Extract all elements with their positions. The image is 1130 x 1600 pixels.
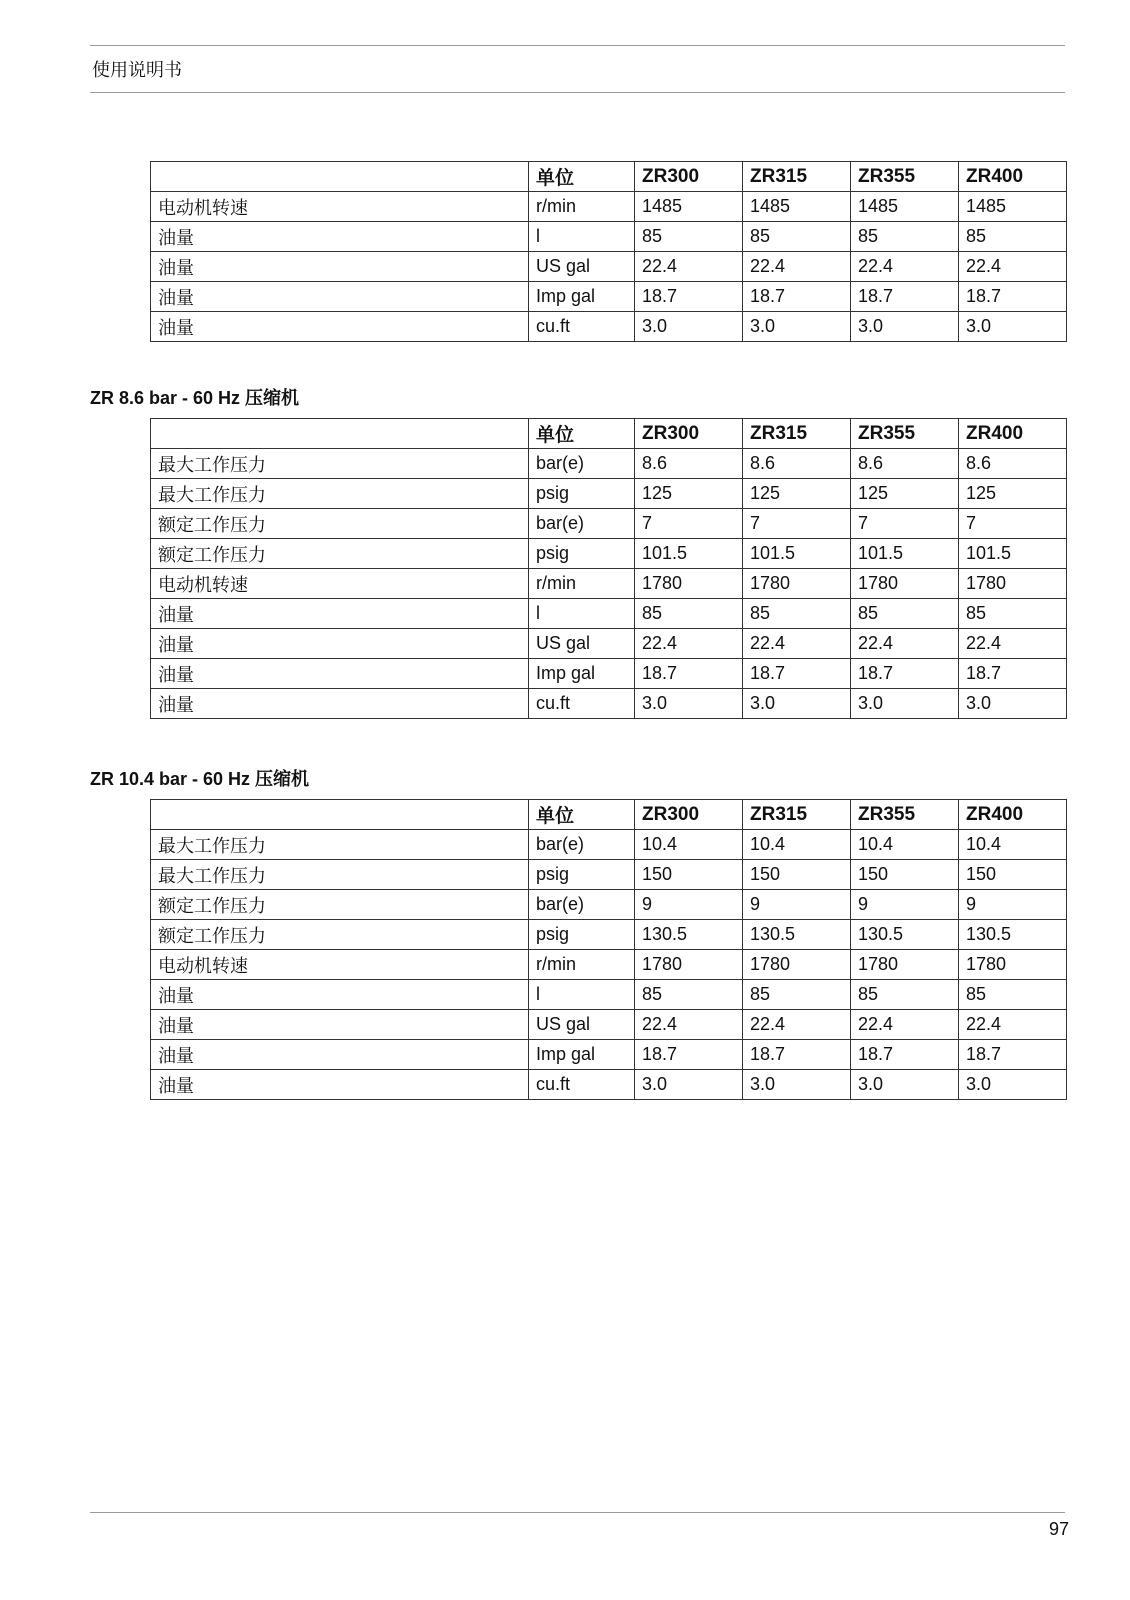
unit-cell: US gal bbox=[529, 252, 635, 282]
value-cell: 150 bbox=[743, 860, 851, 890]
section-title-8-6-bar: ZR 8.6 bar - 60 Hz 压缩机 bbox=[90, 388, 300, 408]
spec-table-2 bbox=[150, 418, 1067, 719]
row-label-cell: 油量 bbox=[151, 659, 529, 689]
table-row bbox=[151, 920, 1067, 950]
row-label-cell: 电动机转速 bbox=[151, 192, 529, 222]
row-label-cell: 额定工作压力 bbox=[151, 890, 529, 920]
unit-cell: bar(e) bbox=[529, 449, 635, 479]
value-cell: 101.5 bbox=[959, 539, 1067, 569]
row-label-cell: 油量 bbox=[151, 689, 529, 719]
value-cell: 22.4 bbox=[635, 629, 743, 659]
value-cell: 3.0 bbox=[635, 1070, 743, 1100]
value-cell: 22.4 bbox=[959, 252, 1067, 282]
value-cell: 130.5 bbox=[959, 920, 1067, 950]
value-cell: 18.7 bbox=[959, 1040, 1067, 1070]
unit-cell: US gal bbox=[529, 629, 635, 659]
value-cell: 18.7 bbox=[743, 659, 851, 689]
value-cell: 3.0 bbox=[851, 1070, 959, 1100]
value-cell: 3.0 bbox=[959, 1070, 1067, 1100]
unit-cell: l bbox=[529, 980, 635, 1010]
value-cell: 150 bbox=[959, 860, 1067, 890]
unit-cell: l bbox=[529, 599, 635, 629]
value-cell: 18.7 bbox=[743, 282, 851, 312]
unit-cell: cu.ft bbox=[529, 1070, 635, 1100]
value-cell: 18.7 bbox=[635, 659, 743, 689]
value-cell: 22.4 bbox=[635, 1010, 743, 1040]
value-cell: 9 bbox=[851, 890, 959, 920]
row-label-cell: 最大工作压力 bbox=[151, 860, 529, 890]
header-cell-model: ZR300 bbox=[635, 162, 743, 192]
unit-cell: r/min bbox=[529, 569, 635, 599]
value-cell: 85 bbox=[743, 222, 851, 252]
value-cell: 1780 bbox=[743, 950, 851, 980]
value-cell: 1485 bbox=[851, 192, 959, 222]
table-row bbox=[151, 890, 1067, 920]
value-cell: 130.5 bbox=[851, 920, 959, 950]
value-cell: 130.5 bbox=[635, 920, 743, 950]
table-row bbox=[151, 539, 1067, 569]
table-row bbox=[151, 659, 1067, 689]
value-cell: 7 bbox=[851, 509, 959, 539]
header-cell-unit: 单位 bbox=[529, 162, 635, 192]
row-label-cell: 油量 bbox=[151, 980, 529, 1010]
value-cell: 22.4 bbox=[851, 1010, 959, 1040]
row-label-cell: 油量 bbox=[151, 629, 529, 659]
document-title: 使用说明书 bbox=[92, 60, 182, 80]
value-cell: 7 bbox=[635, 509, 743, 539]
value-cell: 1780 bbox=[743, 569, 851, 599]
unit-cell: US gal bbox=[529, 1010, 635, 1040]
row-label-cell: 油量 bbox=[151, 599, 529, 629]
table-row bbox=[151, 479, 1067, 509]
value-cell: 9 bbox=[959, 890, 1067, 920]
unit-cell: cu.ft bbox=[529, 312, 635, 342]
table-row bbox=[151, 1010, 1067, 1040]
value-cell: 85 bbox=[851, 599, 959, 629]
value-cell: 125 bbox=[851, 479, 959, 509]
value-cell: 1485 bbox=[635, 192, 743, 222]
value-cell: 85 bbox=[959, 222, 1067, 252]
value-cell: 7 bbox=[959, 509, 1067, 539]
value-cell: 85 bbox=[851, 222, 959, 252]
value-cell: 85 bbox=[635, 222, 743, 252]
value-cell: 18.7 bbox=[959, 282, 1067, 312]
value-cell: 3.0 bbox=[743, 1070, 851, 1100]
value-cell: 22.4 bbox=[959, 1010, 1067, 1040]
row-label-cell: 电动机转速 bbox=[151, 950, 529, 980]
table-row bbox=[151, 509, 1067, 539]
value-cell: 22.4 bbox=[851, 629, 959, 659]
value-cell: 18.7 bbox=[743, 1040, 851, 1070]
table-row bbox=[151, 192, 1067, 222]
spec-table-1 bbox=[150, 161, 1067, 342]
table-row bbox=[151, 1070, 1067, 1100]
table-row bbox=[151, 830, 1067, 860]
value-cell: 9 bbox=[635, 890, 743, 920]
value-cell: 125 bbox=[959, 479, 1067, 509]
value-cell: 1780 bbox=[959, 950, 1067, 980]
header-cell-model: ZR315 bbox=[743, 419, 851, 449]
footer-rule bbox=[90, 1512, 1065, 1513]
row-label-cell: 最大工作压力 bbox=[151, 479, 529, 509]
header-cell-model: ZR400 bbox=[959, 162, 1067, 192]
value-cell: 3.0 bbox=[635, 312, 743, 342]
value-cell: 1780 bbox=[851, 950, 959, 980]
table-row bbox=[151, 222, 1067, 252]
table-header-row bbox=[151, 419, 1067, 449]
table-row bbox=[151, 282, 1067, 312]
value-cell: 85 bbox=[635, 980, 743, 1010]
row-label-cell: 电动机转速 bbox=[151, 569, 529, 599]
value-cell: 85 bbox=[959, 980, 1067, 1010]
value-cell: 150 bbox=[635, 860, 743, 890]
header-cell-model: ZR315 bbox=[743, 800, 851, 830]
unit-cell: r/min bbox=[529, 950, 635, 980]
row-label-cell: 油量 bbox=[151, 1010, 529, 1040]
unit-cell: cu.ft bbox=[529, 689, 635, 719]
row-label-cell: 最大工作压力 bbox=[151, 449, 529, 479]
table-row bbox=[151, 599, 1067, 629]
header-bottom-rule bbox=[90, 92, 1065, 93]
value-cell: 1780 bbox=[635, 950, 743, 980]
row-label-cell: 最大工作压力 bbox=[151, 830, 529, 860]
table-row bbox=[151, 860, 1067, 890]
value-cell: 3.0 bbox=[959, 312, 1067, 342]
value-cell: 10.4 bbox=[851, 830, 959, 860]
unit-cell: bar(e) bbox=[529, 830, 635, 860]
header-cell-empty bbox=[151, 162, 529, 192]
spec-table-3 bbox=[150, 799, 1067, 1100]
value-cell: 10.4 bbox=[743, 830, 851, 860]
unit-cell: r/min bbox=[529, 192, 635, 222]
value-cell: 8.6 bbox=[959, 449, 1067, 479]
value-cell: 8.6 bbox=[851, 449, 959, 479]
value-cell: 18.7 bbox=[635, 1040, 743, 1070]
header-cell-model: ZR300 bbox=[635, 419, 743, 449]
value-cell: 10.4 bbox=[635, 830, 743, 860]
unit-cell: bar(e) bbox=[529, 509, 635, 539]
row-label-cell: 额定工作压力 bbox=[151, 539, 529, 569]
row-label-cell: 额定工作压力 bbox=[151, 509, 529, 539]
header-cell-model: ZR300 bbox=[635, 800, 743, 830]
row-label-cell: 油量 bbox=[151, 312, 529, 342]
table-row bbox=[151, 980, 1067, 1010]
header-cell-model: ZR355 bbox=[851, 419, 959, 449]
unit-cell: psig bbox=[529, 539, 635, 569]
table-row bbox=[151, 1040, 1067, 1070]
table-row bbox=[151, 252, 1067, 282]
value-cell: 10.4 bbox=[959, 830, 1067, 860]
row-label-cell: 油量 bbox=[151, 1070, 529, 1100]
value-cell: 150 bbox=[851, 860, 959, 890]
value-cell: 125 bbox=[743, 479, 851, 509]
table-row bbox=[151, 950, 1067, 980]
value-cell: 8.6 bbox=[635, 449, 743, 479]
unit-cell: psig bbox=[529, 920, 635, 950]
value-cell: 1780 bbox=[635, 569, 743, 599]
table-row bbox=[151, 569, 1067, 599]
value-cell: 9 bbox=[743, 890, 851, 920]
unit-cell: bar(e) bbox=[529, 890, 635, 920]
value-cell: 18.7 bbox=[959, 659, 1067, 689]
value-cell: 22.4 bbox=[635, 252, 743, 282]
header-top-rule bbox=[90, 45, 1065, 46]
header-cell-model: ZR400 bbox=[959, 419, 1067, 449]
header-cell-empty bbox=[151, 419, 529, 449]
value-cell: 125 bbox=[635, 479, 743, 509]
unit-cell: psig bbox=[529, 860, 635, 890]
value-cell: 18.7 bbox=[851, 659, 959, 689]
value-cell: 3.0 bbox=[635, 689, 743, 719]
value-cell: 85 bbox=[959, 599, 1067, 629]
row-label-cell: 额定工作压力 bbox=[151, 920, 529, 950]
value-cell: 22.4 bbox=[851, 252, 959, 282]
unit-cell: Imp gal bbox=[529, 282, 635, 312]
value-cell: 8.6 bbox=[743, 449, 851, 479]
value-cell: 1780 bbox=[851, 569, 959, 599]
value-cell: 22.4 bbox=[743, 629, 851, 659]
table-row bbox=[151, 689, 1067, 719]
table-header-row bbox=[151, 800, 1067, 830]
value-cell: 1485 bbox=[743, 192, 851, 222]
value-cell: 85 bbox=[851, 980, 959, 1010]
unit-cell: Imp gal bbox=[529, 1040, 635, 1070]
section-title-10-4-bar: ZR 10.4 bar - 60 Hz 压缩机 bbox=[90, 769, 310, 789]
value-cell: 101.5 bbox=[743, 539, 851, 569]
value-cell: 3.0 bbox=[743, 689, 851, 719]
value-cell: 22.4 bbox=[743, 252, 851, 282]
value-cell: 22.4 bbox=[743, 1010, 851, 1040]
value-cell: 1485 bbox=[959, 192, 1067, 222]
value-cell: 85 bbox=[635, 599, 743, 629]
header-cell-unit: 单位 bbox=[529, 800, 635, 830]
value-cell: 7 bbox=[743, 509, 851, 539]
table-row bbox=[151, 449, 1067, 479]
unit-cell: psig bbox=[529, 479, 635, 509]
header-cell-empty bbox=[151, 800, 529, 830]
header-cell-unit: 单位 bbox=[529, 419, 635, 449]
unit-cell: Imp gal bbox=[529, 659, 635, 689]
header-cell-model: ZR400 bbox=[959, 800, 1067, 830]
page-number: 97 bbox=[1048, 1519, 1069, 1539]
value-cell: 18.7 bbox=[635, 282, 743, 312]
value-cell: 85 bbox=[743, 980, 851, 1010]
row-label-cell: 油量 bbox=[151, 282, 529, 312]
unit-cell: l bbox=[529, 222, 635, 252]
value-cell: 101.5 bbox=[851, 539, 959, 569]
value-cell: 3.0 bbox=[851, 689, 959, 719]
value-cell: 101.5 bbox=[635, 539, 743, 569]
value-cell: 18.7 bbox=[851, 282, 959, 312]
header-cell-model: ZR355 bbox=[851, 800, 959, 830]
row-label-cell: 油量 bbox=[151, 1040, 529, 1070]
row-label-cell: 油量 bbox=[151, 252, 529, 282]
value-cell: 22.4 bbox=[959, 629, 1067, 659]
value-cell: 1780 bbox=[959, 569, 1067, 599]
header-cell-model: ZR355 bbox=[851, 162, 959, 192]
value-cell: 3.0 bbox=[959, 689, 1067, 719]
value-cell: 130.5 bbox=[743, 920, 851, 950]
value-cell: 3.0 bbox=[851, 312, 959, 342]
value-cell: 3.0 bbox=[743, 312, 851, 342]
row-label-cell: 油量 bbox=[151, 222, 529, 252]
header-cell-model: ZR315 bbox=[743, 162, 851, 192]
value-cell: 18.7 bbox=[851, 1040, 959, 1070]
table-header-row bbox=[151, 162, 1067, 192]
value-cell: 85 bbox=[743, 599, 851, 629]
table-row bbox=[151, 312, 1067, 342]
table-row bbox=[151, 629, 1067, 659]
